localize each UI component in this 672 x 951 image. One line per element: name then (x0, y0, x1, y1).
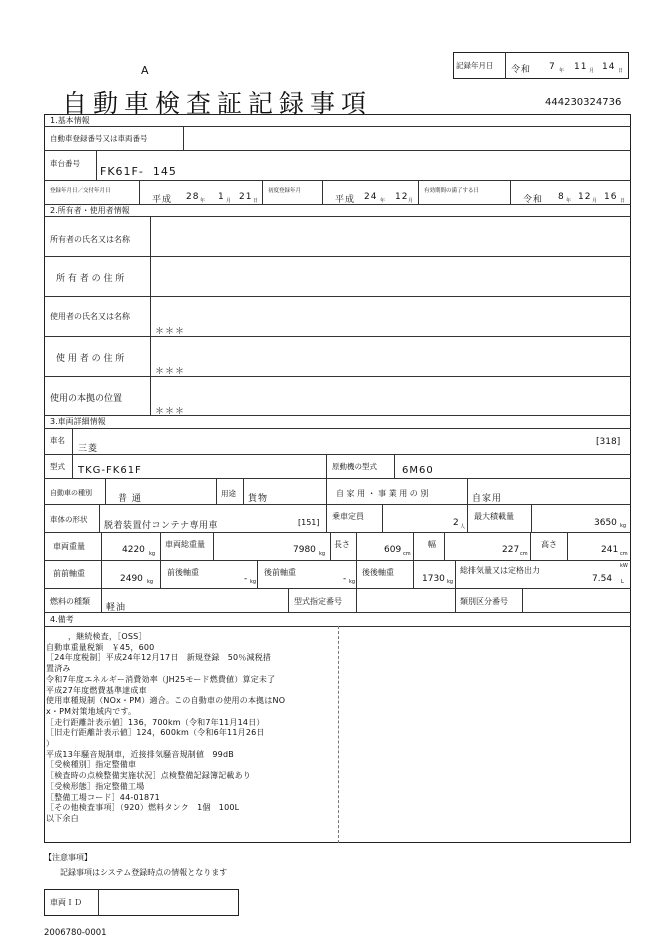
vehicle-kind-value: 普 通 (118, 494, 142, 504)
user-name-label: 使用者の氏名又は名称 (50, 312, 130, 321)
model-label: 型式 (50, 462, 65, 471)
rear-rear-axle-value: 1730 (422, 574, 445, 584)
vehicle-weight-value: 4220 (122, 545, 145, 555)
body-shape-label: 車体の形状 (50, 515, 88, 524)
rear-front-axle-label: 後前軸重 (264, 568, 296, 577)
engine-model-label: 原動機の型式 (332, 462, 377, 471)
document-mark: A (141, 64, 149, 77)
remarks-line: 自動車重量税額 ￥45，600 (46, 642, 155, 652)
front-front-axle-label: 前前軸重 (53, 569, 85, 578)
notes-text: 記録事項はシステム登録時点の情報となります (60, 868, 228, 877)
section-remarks-heading: 4.備考 (50, 615, 74, 624)
remarks-line: 令和7年度エネルギー消費効率（JH25モード燃費値）算定未了 (46, 674, 276, 684)
base-location-label: 使用の本拠の位置 (50, 394, 123, 404)
classification-label: 類別区分番号 (460, 597, 508, 606)
length-label: 長さ (334, 540, 350, 549)
front-front-axle-value: 2490 (120, 574, 143, 584)
displacement-value: 7.54 (592, 574, 613, 584)
remarks-line: ［受検形態］指定整備工場 (46, 781, 145, 791)
remarks-line: ［整備工場コード］44-01871 (46, 792, 160, 802)
max-load-value: 3650 (594, 518, 617, 528)
document-number: 444230324736 (545, 97, 622, 108)
displacement-label: 総排気量又は定格出力 (460, 566, 540, 575)
remarks-line: ，継続検査，［OSS］ (46, 632, 147, 641)
first-registration-label: 初度登録年月 (268, 188, 302, 194)
record-date-month: 11 (574, 62, 588, 72)
car-name-value: 三菱 (78, 444, 99, 454)
width-value: 227 (502, 545, 520, 555)
engine-model-value: 6M60 (402, 465, 434, 476)
height-label: 高さ (541, 540, 557, 549)
type-designation-label: 型式指定番号 (294, 597, 342, 606)
model-value: TKG-FK61F (78, 465, 142, 476)
chassis-number-value: FK61F- 145 (100, 165, 177, 178)
remarks-line: ［旧走行距離計表示値］124，600km（令和6年11月26日 (46, 728, 265, 738)
car-name-code: [318] (596, 437, 621, 447)
record-date-label: 記録年月日 (456, 61, 494, 70)
remarks-line: 平成13年騒音規制車，近接排気騒音規制値 99dB (46, 749, 234, 759)
vehicle-weight-label: 車両重量 (53, 542, 85, 551)
vehicle-id-label: 車両ＩＤ (50, 898, 82, 907)
purpose-value: 自家用 (472, 494, 503, 504)
page-title: 自動車検査証記録事項 (62, 89, 373, 118)
usage-value: 貨物 (248, 494, 269, 504)
length-value: 609 (384, 545, 402, 555)
notes-heading: 【注意事項】 (44, 853, 92, 862)
body-shape-code: [151] (298, 518, 320, 527)
section-vehicle-heading: 3.車両詳細情報 (50, 417, 106, 426)
purpose-label: 自 家 用 ・ 事 業 用 の 別 (336, 489, 429, 498)
section-basic-heading: 1.基本情報 (50, 116, 90, 125)
owner-name-label: 所有者の氏名又は名称 (50, 235, 130, 244)
front-rear-axle-value: - (244, 574, 249, 584)
remarks-line: 平成27年度燃費基準達成車 (46, 685, 147, 695)
registration-date-label: 登録年月日／交付年月日 (50, 188, 111, 194)
usage-label: 用途 (221, 489, 236, 498)
gross-weight-label: 車両総重量 (165, 540, 205, 549)
remarks-line: ［24年度税制］平成24年12月17日 新規登録 50％減税措 (46, 653, 272, 663)
remarks-line: 置済み (46, 664, 71, 674)
width-label: 幅 (428, 540, 436, 549)
remarks-line: ［受検種別］指定整備車 (46, 760, 137, 770)
remarks-line: ） (46, 739, 55, 749)
expiry-date-label: 有効期間の満了する日 (424, 188, 480, 194)
remarks-line: x・PM対策地域内です。 (46, 706, 137, 716)
front-rear-axle-label: 前後軸重 (167, 568, 199, 577)
height-value: 241 (601, 545, 619, 555)
remarks-line: ［走行距離計表示値］136，700km（令和7年11月14日） (46, 717, 265, 727)
record-date-era: 令和 (511, 65, 532, 75)
footer-code: 2006780-0001 (44, 928, 107, 938)
fuel-type-label: 燃料の種類 (50, 597, 90, 606)
section-owner-heading: 2.所有者・使用者情報 (50, 206, 130, 215)
max-load-label: 最大積載量 (474, 512, 514, 521)
registration-number-label: 自動車登録番号又は車両番号 (50, 134, 148, 143)
user-address-value: ＊＊＊ (155, 367, 186, 377)
rear-front-axle-value: - (343, 574, 348, 584)
gross-weight-value: 7980 (293, 545, 316, 555)
user-address-label: 使 用 者 の 住 所 (56, 354, 125, 364)
rear-rear-axle-label: 後後軸重 (362, 568, 394, 577)
capacity-value: 2 (453, 518, 460, 528)
user-name-value: ＊＊＊ (155, 327, 186, 337)
remarks-text (46, 632, 285, 825)
body-shape-value: 脱着装置付コンテナ専用車 (104, 521, 219, 531)
owner-address-label: 所 有 者 の 住 所 (56, 274, 125, 284)
remarks-line: 使用車種規制（NOx・PM）適合。この自動車の使用の本拠はNO (46, 696, 286, 706)
fuel-type-value: 軽油 (106, 603, 127, 613)
record-date-day: 14 (602, 62, 616, 72)
remarks-line: 以下余白 (46, 813, 79, 823)
capacity-label: 乗車定員 (332, 512, 364, 521)
base-location-value: ＊＊＊ (155, 407, 186, 417)
car-name-label: 車名 (50, 436, 65, 445)
vehicle-kind-label: 自動車の種別 (50, 489, 92, 497)
remarks-line: ［検査時の点検整備実施状況］点検整備記録簿記載あり (46, 771, 251, 781)
record-date-year: 7 (549, 62, 556, 72)
chassis-number-label: 車台番号 (50, 159, 80, 168)
remarks-line: ［その他検査事項］（920）燃料タンク 1個 100L (46, 803, 240, 813)
